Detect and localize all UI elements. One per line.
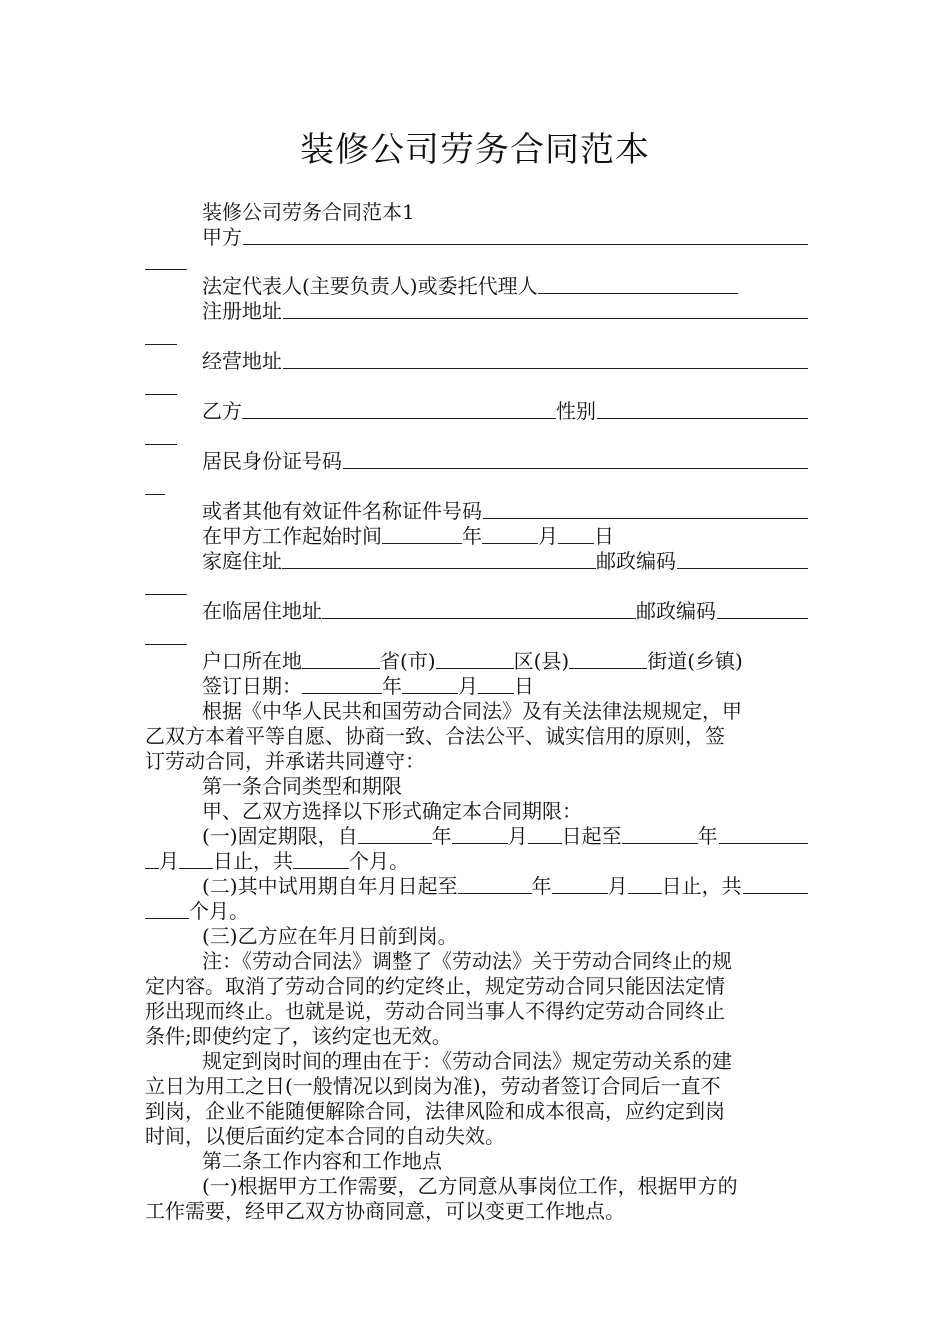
fixed-end-month-unit: 月 bbox=[159, 849, 179, 873]
probation-months-blank-tail[interactable] bbox=[145, 899, 189, 919]
hukou-province-unit: 省(市) bbox=[380, 649, 436, 673]
biz-address-line bbox=[202, 349, 808, 374]
reason-line-2: 立日为用工之日(一般情况以到岗为准)，劳动者签订合同后一直不 bbox=[145, 1074, 721, 1098]
reg-address-blank-tail bbox=[145, 344, 177, 345]
id-number-line bbox=[202, 449, 808, 474]
id-number-blank[interactable] bbox=[343, 449, 808, 469]
start-day-unit: 日 bbox=[594, 524, 614, 548]
probation-month-blank[interactable] bbox=[552, 874, 608, 894]
biz-address-blank-tail bbox=[145, 394, 177, 395]
gender-blank-tail bbox=[145, 444, 177, 445]
probation-year-unit: 年 bbox=[531, 874, 552, 898]
fixed-end-year-blank[interactable] bbox=[622, 824, 698, 844]
home-address-line bbox=[202, 549, 808, 574]
home-postcode-label: 邮政编码 bbox=[596, 549, 676, 573]
temp-address-blank[interactable] bbox=[322, 599, 636, 619]
article1-title: 第一条合同类型和期限 bbox=[202, 774, 402, 798]
biz-address-blank[interactable] bbox=[283, 349, 808, 369]
start-time-line bbox=[202, 524, 808, 549]
fixed-end-month-blank-tail[interactable] bbox=[145, 849, 159, 869]
term-probation-label: (二)其中试用期自年月日起至 bbox=[202, 874, 458, 898]
temp-postcode-blank-tail bbox=[145, 644, 187, 645]
sign-year-unit: 年 bbox=[382, 674, 402, 698]
start-month-unit: 月 bbox=[538, 524, 558, 548]
fixed-months-blank[interactable] bbox=[293, 849, 349, 869]
article2-p1-line-2: 工作需要，经甲乙双方协商同意，可以变更工作地点。 bbox=[145, 1199, 625, 1223]
note-line-3: 形出现而终止。也就是说，劳动合同当事人不得约定劳动合同终止 bbox=[145, 999, 725, 1023]
temp-address-line bbox=[202, 599, 808, 624]
contract-subtitle: 装修公司劳务合同范本1 bbox=[202, 200, 415, 224]
intro-line-1: 根据《中华人民共和国劳动合同法》及有关法律法规规定，甲 bbox=[202, 699, 742, 723]
fixed-end-month-blank[interactable] bbox=[719, 824, 808, 844]
party-b-label: 乙方 bbox=[202, 399, 242, 423]
party-b-line bbox=[202, 399, 808, 424]
start-time-label: 在甲方工作起始时间 bbox=[202, 524, 382, 548]
home-postcode-blank[interactable] bbox=[677, 549, 808, 569]
reg-address-label: 注册地址 bbox=[202, 299, 282, 323]
probation-day-unit: 日止，共 bbox=[661, 874, 742, 898]
fixed-end-day-blank[interactable] bbox=[179, 849, 213, 869]
start-month-blank[interactable] bbox=[482, 524, 538, 544]
home-postcode-blank-tail bbox=[145, 594, 187, 595]
temp-postcode-label: 邮政编码 bbox=[636, 599, 716, 623]
fixed-start-day-blank[interactable] bbox=[528, 824, 562, 844]
article2-title: 第二条工作内容和工作地点 bbox=[202, 1149, 442, 1173]
hukou-street-blank[interactable] bbox=[569, 649, 647, 669]
probation-months-blank[interactable] bbox=[743, 874, 808, 894]
fixed-end-day-unit: 日止，共 bbox=[213, 849, 293, 873]
reg-address-blank[interactable] bbox=[283, 299, 808, 319]
legal-rep-line bbox=[202, 274, 808, 299]
hukou-district-blank[interactable] bbox=[436, 649, 514, 669]
fixed-start-year-unit: 年 bbox=[431, 824, 452, 848]
party-a-blank-tail bbox=[145, 269, 187, 270]
reason-line-1: 规定到岗时间的理由在于：《劳动合同法》规定劳动关系的建 bbox=[202, 1049, 732, 1073]
hukou-street-unit: 街道(乡镇) bbox=[647, 649, 743, 673]
sign-day-blank[interactable] bbox=[478, 674, 514, 694]
other-id-blank[interactable] bbox=[483, 499, 808, 519]
home-address-label: 家庭住址 bbox=[202, 549, 282, 573]
start-year-blank[interactable] bbox=[382, 524, 462, 544]
term-fixed-line-1 bbox=[202, 824, 808, 849]
start-year-unit: 年 bbox=[462, 524, 482, 548]
sign-year-blank[interactable] bbox=[302, 674, 382, 694]
home-address-blank[interactable] bbox=[282, 549, 596, 569]
sign-date-label: 签订日期： bbox=[202, 674, 302, 698]
hukou-district-unit: 区(县) bbox=[513, 649, 570, 673]
sign-date-line bbox=[202, 674, 808, 699]
hukou-province-blank[interactable] bbox=[302, 649, 380, 669]
term-fixed-label: (一)固定期限，自 bbox=[202, 824, 358, 848]
party-a-blank[interactable] bbox=[243, 225, 808, 245]
gender-label: 性别 bbox=[556, 399, 596, 423]
fixed-start-month-unit: 月 bbox=[507, 824, 528, 848]
probation-months-unit: 个月。 bbox=[189, 899, 249, 923]
article1-intro: 甲、乙双方选择以下形式确定本合同期限： bbox=[202, 799, 582, 823]
note-line-4: 条件;即使约定了，该约定也无效。 bbox=[145, 1024, 452, 1048]
sign-month-blank[interactable] bbox=[402, 674, 458, 694]
term-fixed-line-2 bbox=[145, 849, 808, 874]
fixed-start-month-blank[interactable] bbox=[452, 824, 508, 844]
id-number-blank-tail bbox=[145, 494, 165, 495]
intro-line-3: 订劳动合同，并承诺共同遵守： bbox=[145, 749, 425, 773]
fixed-start-year-blank[interactable] bbox=[358, 824, 432, 844]
term-report-line: (三)乙方应在年月日前到岗。 bbox=[202, 924, 458, 948]
other-id-label: 或者其他有效证件名称证件号码 bbox=[202, 499, 482, 523]
article2-p1-line-1: (一)根据甲方工作需要，乙方同意从事岗位工作，根据甲方的 bbox=[202, 1174, 738, 1198]
other-id-line bbox=[202, 499, 808, 524]
term-probation-line-2 bbox=[145, 899, 808, 924]
probation-year-blank[interactable] bbox=[458, 874, 532, 894]
legal-rep-label: 法定代表人(主要负责人)或委托代理人 bbox=[202, 274, 538, 298]
party-b-blank[interactable] bbox=[242, 399, 556, 419]
temp-address-label: 在临居住地址 bbox=[202, 599, 322, 623]
note-line-1: 注：《劳动合同法》调整了《劳动法》关于劳动合同终止的规 bbox=[202, 949, 732, 973]
fixed-months-unit: 个月。 bbox=[349, 849, 409, 873]
party-a-line bbox=[202, 225, 808, 250]
probation-day-blank[interactable] bbox=[628, 874, 662, 894]
reg-address-line bbox=[202, 299, 808, 324]
reason-line-3: 到岗，企业不能随便解除合同，法律风险和成本很高，应约定到岗 bbox=[145, 1099, 725, 1123]
reason-line-4: 时间，以便后面约定本合同的自动失效。 bbox=[145, 1124, 505, 1148]
fixed-start-day-unit: 日起至 bbox=[561, 824, 622, 848]
sign-day-unit: 日 bbox=[514, 674, 534, 698]
fixed-end-year-unit: 年 bbox=[697, 824, 718, 848]
document-title: 装修公司劳务合同范本 bbox=[300, 130, 650, 170]
temp-postcode-blank[interactable] bbox=[717, 599, 808, 619]
note-line-2: 定内容。取消了劳动合同的约定终止，规定劳动合同只能因法定情 bbox=[145, 974, 725, 998]
sign-month-unit: 月 bbox=[458, 674, 478, 698]
gender-blank[interactable] bbox=[597, 399, 808, 419]
term-probation-line-1 bbox=[202, 874, 808, 899]
id-number-label: 居民身份证号码 bbox=[202, 449, 342, 473]
biz-address-label: 经营地址 bbox=[202, 349, 282, 373]
hukou-label: 户口所在地 bbox=[202, 649, 302, 673]
legal-rep-blank[interactable] bbox=[538, 274, 738, 294]
party-a-label: 甲方 bbox=[202, 225, 242, 249]
probation-month-unit: 月 bbox=[607, 874, 628, 898]
hukou-line bbox=[202, 649, 808, 674]
start-day-blank[interactable] bbox=[558, 524, 594, 544]
intro-line-2: 乙双方本着平等自愿、协商一致、合法公平、诚实信用的原则，签 bbox=[145, 724, 725, 748]
